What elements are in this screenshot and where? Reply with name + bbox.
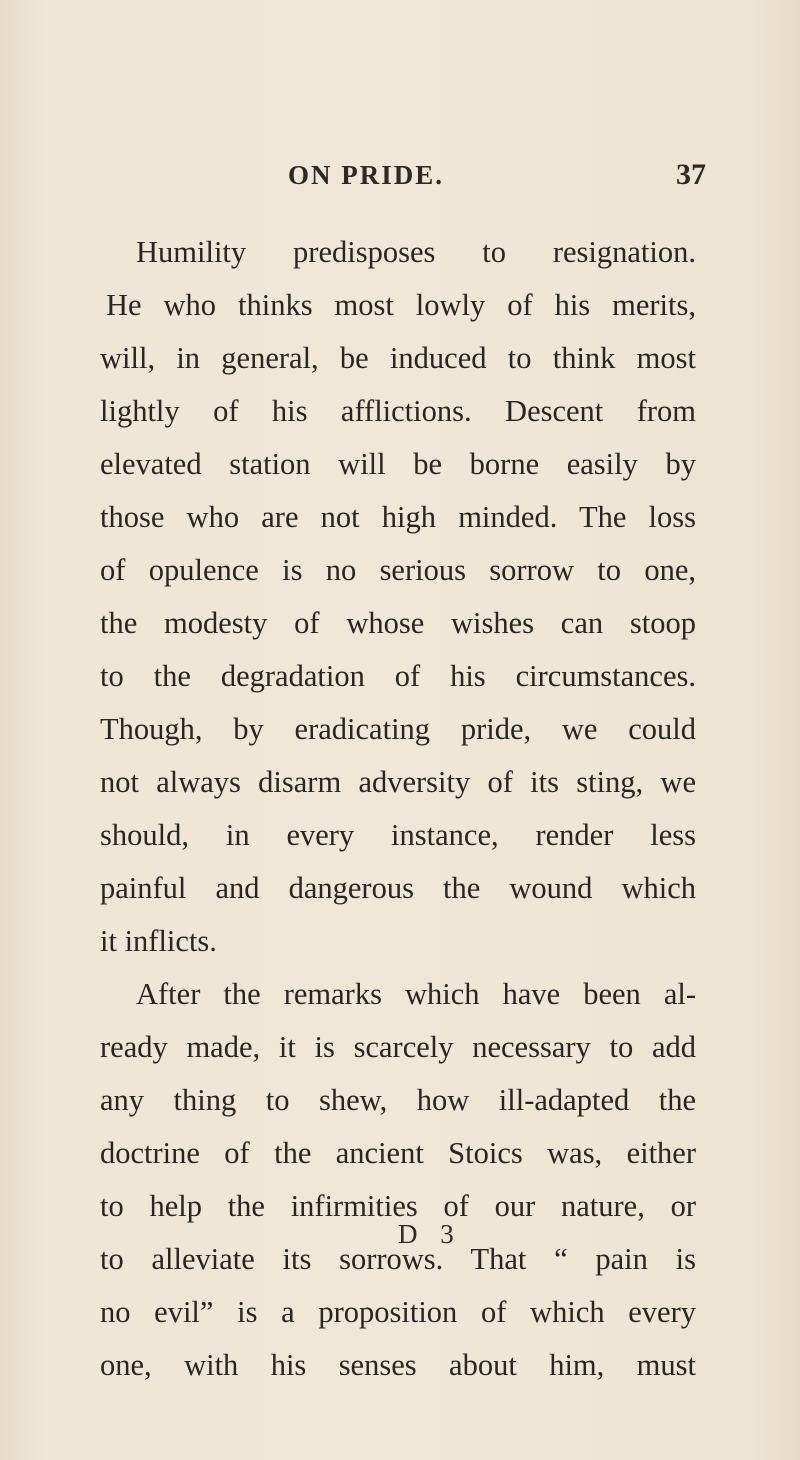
text-line: it inflicts. — [100, 924, 217, 958]
body-text — [100, 226, 696, 1392]
text-line: doctrine of the ancient Stoics was, either — [100, 1136, 696, 1170]
running-head: ON PRIDE. — [288, 160, 445, 190]
text-line: should, in every instance, render less — [100, 818, 696, 852]
text-line: of opulence is no serious sorrow to one, — [100, 553, 696, 587]
text-line: the modesty of whose wishes can stoop — [100, 606, 696, 640]
text-line: Humility predisposes to resignation. — [136, 235, 696, 269]
text-line: will, in general, be induced to think most — [100, 341, 696, 375]
text-line: not always disarm adversity of its sting, we — [100, 765, 696, 799]
text-line: those who are not high minded. The loss — [100, 500, 696, 534]
text-line: ready made, it is scarcely necessary to add — [100, 1030, 696, 1064]
text-line: Though, by eradicating pride, we could — [100, 712, 696, 746]
text-line: painful and dangerous the wound which — [100, 871, 696, 905]
text-line: to help the infirmities of our nature, or — [100, 1189, 696, 1223]
text-line: lightly of his afflictions. Descent from — [100, 394, 696, 428]
text-line: no evil” is a proposition of which every — [100, 1295, 696, 1329]
text-line: one, with his senses about him, must — [100, 1348, 696, 1382]
text-line: to alleviate its sorrows. That “ pain is — [100, 1242, 696, 1276]
signature-mark: D 3 — [398, 1219, 462, 1249]
page-header — [0, 160, 800, 200]
text-line: to the degradation of his circumstances. — [100, 659, 696, 693]
text-line: After the remarks which have been al- — [136, 977, 696, 1011]
page-number: 37 — [676, 158, 706, 191]
text-line: any thing to shew, how ill-adapted the — [100, 1083, 696, 1117]
text-line: He who thinks most lowly of his merits, — [106, 288, 696, 322]
text-line: elevated station will be borne easily by — [100, 447, 696, 481]
